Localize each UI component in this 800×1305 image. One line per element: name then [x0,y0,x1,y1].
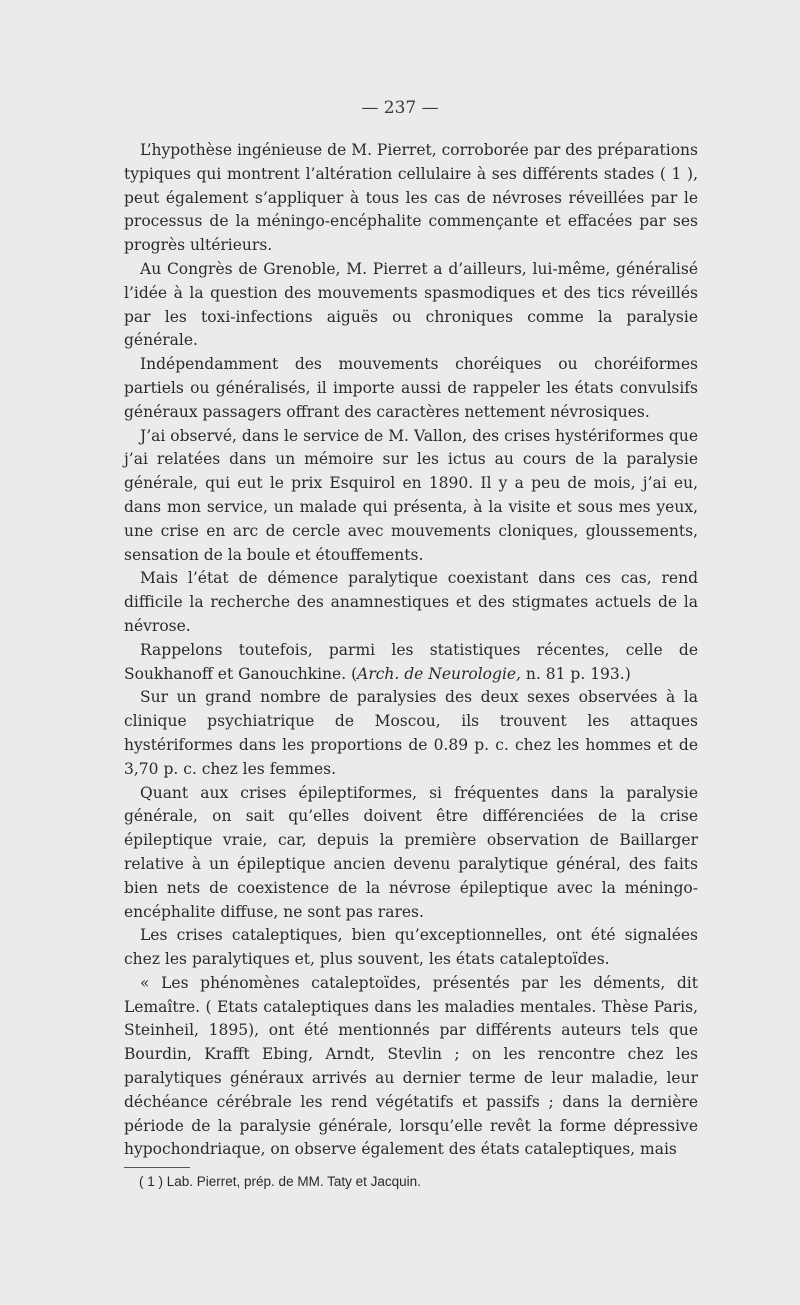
reference-text-before: Rappelons toutefois, parmi les statistiques récentes, celle de Soukhanoff et Ganouchkine. ( [124,640,698,683]
paragraph-8: Quant aux crises épileptiformes, si fréquentes dans la paralysie générale, on sait qu’elles doivent être différenciées de la crise épileptique vraie, car, depuis la première observation de Baillarger relative à un épileptique ancien devenu paralytique général, des faits bien nets de coexistence de la névrose épileptique avec la méningo-encéphalite diffuse, ne sont pas rares. [124,783,698,921]
page-number: — 237 — [361,98,439,118]
reference-text-after: n. 81 p. 193.) [521,664,631,683]
footnote: ( 1 ) Lab. Pierret, prép. de MM. Taty et Jacquin. [139,1174,421,1189]
journal-citation: Arch. de Neurologie, [357,664,521,683]
paragraph-4: J’ai observé, dans le service de M. Vallon, des crises hystériformes que j’ai relatées dans un mémoire sur les ictus au cours de la paralysie générale, qui eut le prix Esquirol en 1890. Il y a peu de mois, j’ai eu, dans mon service, un malade qui présenta, à la visite et sous mes yeux, une crise en arc de cercle avec mouvements cloniques, gloussements, sensation de la boule et étouffements. [124,426,698,564]
footnote-divider [124,1167,190,1168]
paragraph-2: Au Congrès de Grenoble, M. Pierret a d’ailleurs, lui-même, généralisé l’idée à la question des mouvements spasmodiques et des tics réveillés par les toxi-infections aiguës ou chroniques comme la paralysie générale. [124,259,698,350]
paragraph-1: L’hypothèse ingénieuse de M. Pierret, corroborée par des préparations typiques qui montrent l’altération cellulaire à ses différents stades ( 1 ), peut également s’appliquer à tous les cas de névroses réveillées par le processus de la méningo-encéphalite commençante et effacées par ses progrès ultérieurs. [124,141,698,255]
paragraph-5: Mais l’état de démence paralytique coexistant dans ces cas, rend difficile la recherche des anamnestiques et des stigmates actuels de la névrose. [124,569,698,635]
paragraph-7: Sur un grand nombre de paralysies des deux sexes observées à la clinique psychiatrique de Moscou, ils trouvent les attaques hystériformes dans les proportions de 0.89 p. c. chez les hommes et de 3,70 p. c. chez les femmes. [124,688,698,778]
paragraph-6-reference [124,639,698,687]
paragraph-10: « Les phénomènes cataleptoïdes, présentés par les déments, dit Lemaître. ( Etats cataleptiques dans les maladies mentales. Thèse Paris, Steinheil, 1895), ont été mentionnés par différents auteurs tels que Bourdin, Krafft Ebing, Arndt, Stevlin ; on les rencontre chez les paralytiques généraux arrivés au dernier terme de leur maladie, leur déchéance cérébrale les rend végétatifs et passifs ; dans la dernière période de la paralysie générale, lorsqu’elle revêt la forme dépressive hypochondriaque, on observe également des états cataleptiques, mais [124,973,698,1159]
body-text [124,139,698,1162]
paragraph-3: Indépendamment des mouvements choréiques ou choréiformes partiels ou généralisés, il importe aussi de rappeler les états convulsifs généraux passagers offrant des caractères nettement névrosiques. [124,355,698,421]
paragraph-9: Les crises cataleptiques, bien qu’exceptionnelles, ont été signalées chez les paralytiques et, plus souvent, les états cataleptoïdes. [124,926,698,969]
